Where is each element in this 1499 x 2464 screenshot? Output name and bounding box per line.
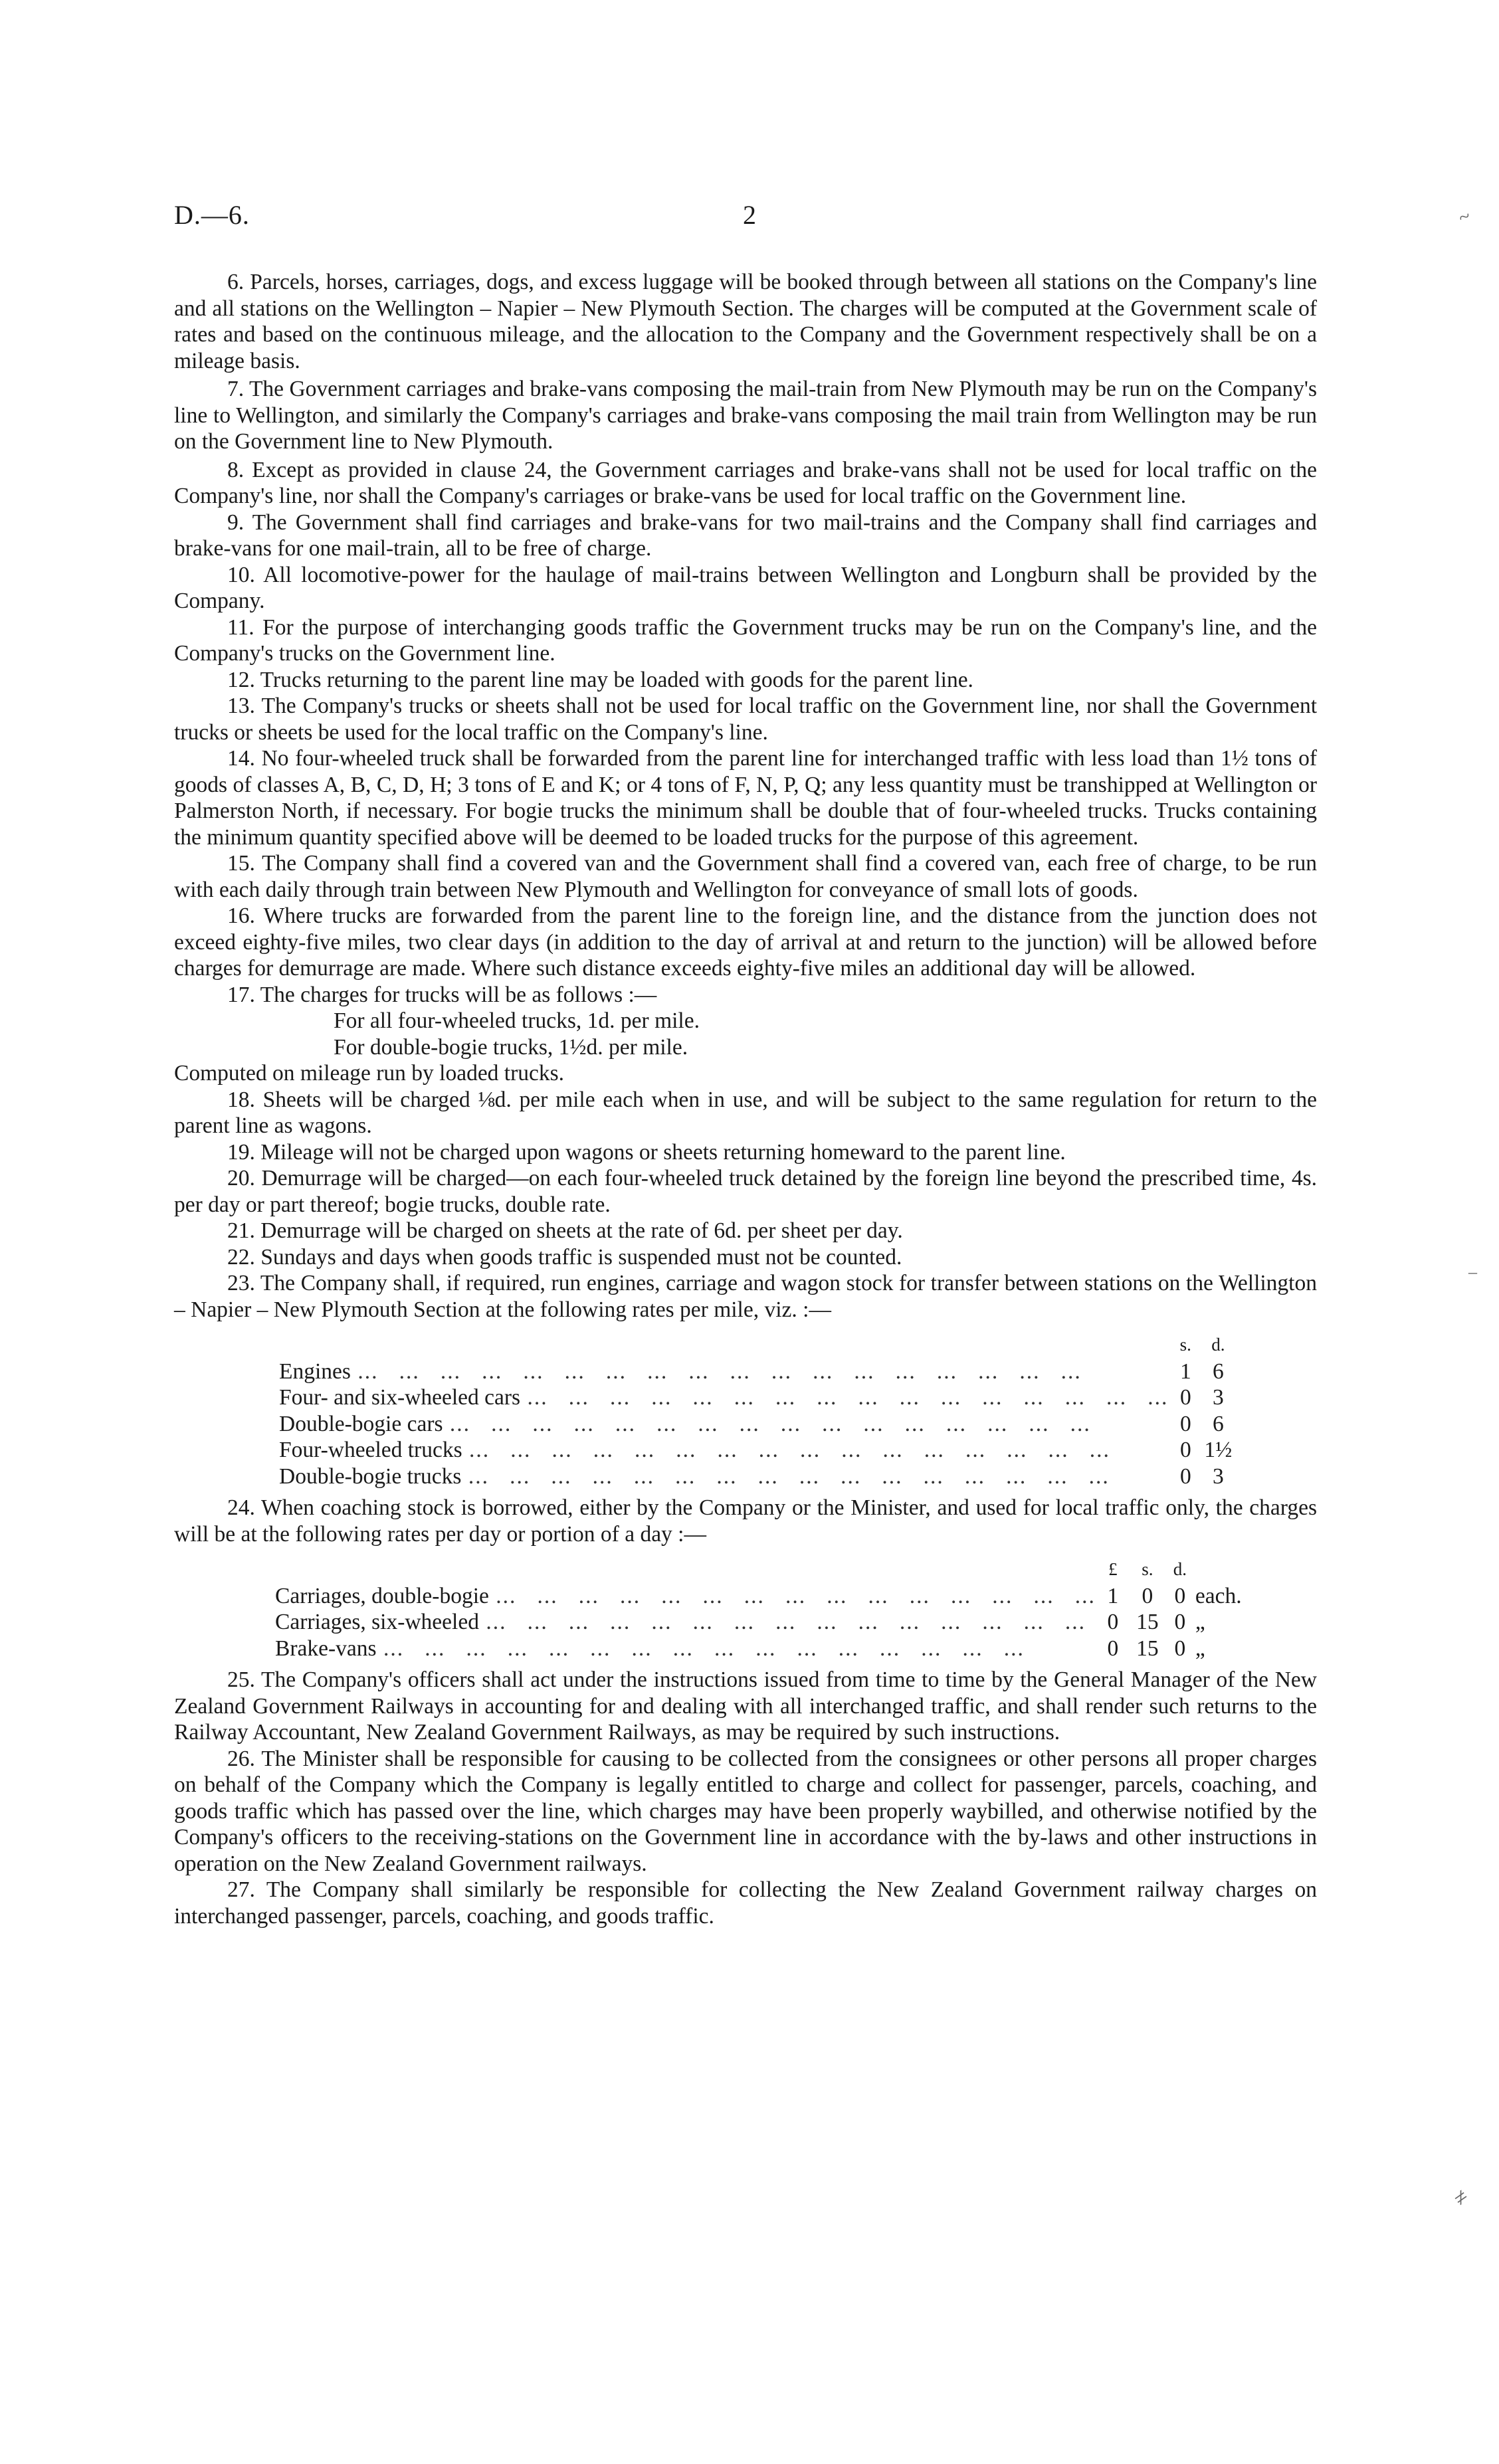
table-row: Brake-vans ... ... ... ... ... ... ... ... ... ... ... ... ... ... ... ... 0 15 0 „ xyxy=(275,1636,1242,1662)
column-header-pence: d. xyxy=(1211,1335,1225,1355)
cell-shillings: 0 xyxy=(1179,1438,1191,1462)
cell-pence: 0 xyxy=(1174,1610,1186,1634)
table-header-row xyxy=(275,1557,1242,1583)
paragraph-20: 20. Demurrage will be charged—on each four-wheeled truck detained by the foreign line beyond the prescribed time, 4s. per day or part thereof; bogie trucks, double rate. xyxy=(174,1166,1317,1217)
paragraph-9: 9. The Government shall find carriages and brake-vans for two mail-trains and the Company shall find carriages and brake-vans for one mail-train, all to be free of charge. xyxy=(174,510,1317,561)
cell-shillings: 0 xyxy=(1179,1411,1191,1436)
cell-pence: 3 xyxy=(1212,1464,1224,1489)
table-row: Engines ... ... ... ... ... ... ... ... ... ... ... ... ... ... ... ... ... ... 1 6 xyxy=(279,1359,1233,1385)
column-header-pounds: £ xyxy=(1108,1559,1118,1579)
paragraph-24: 24. When coaching stock is borrowed, either by the Company or the Minister, and used for local traffic only, the charges will be at the following rates per day or portion of a day :— xyxy=(174,1495,1317,1547)
row-label: Engines xyxy=(279,1359,351,1384)
cell-shillings: 0 xyxy=(1179,1385,1191,1410)
row-label: Double-bogie trucks xyxy=(279,1464,462,1489)
document-body xyxy=(174,269,1317,1929)
cell-pounds: 1 xyxy=(1107,1583,1119,1608)
cell-pounds: 0 xyxy=(1107,1636,1119,1661)
cell-pence: 3 xyxy=(1212,1385,1224,1410)
paragraph-7: 7. The Government carriages and brake-vans composing the mail-train from New Plymouth may be run on the Company's line to Wellington, and similarly the Company's carriages and brake-vans composing the mail train from Wellington may be run on the Government line to New Plymouth. xyxy=(174,377,1317,454)
table-header-row xyxy=(279,1332,1233,1359)
row-label: Carriages, six-wheeled xyxy=(275,1610,479,1634)
paragraph-18: 18. Sheets will be charged ⅛d. per mile each when in use, and will be subject to the same regulation for return to the parent line as wagons. xyxy=(174,1087,1317,1138)
table-row: Double-bogie cars ... ... ... ... ... ... ... ... ... ... ... ... ... ... ... ... 0 6 xyxy=(279,1411,1233,1438)
stock-rates-table xyxy=(279,1332,1233,1489)
row-label: Four- and six-wheeled cars xyxy=(279,1385,521,1410)
paragraph-21: 21. Demurrage will be charged on sheets at the rate of 6d. per sheet per day. xyxy=(227,1218,903,1243)
paragraph-27: 27. The Company shall similarly be responsible for collecting the New Zealand Government railway charges on interchanged passenger, parcels, coaching, and goods traffic. xyxy=(174,1877,1317,1929)
truck-rate-list xyxy=(174,1008,1317,1060)
computed-note: Computed on mileage run by loaded trucks. xyxy=(174,1061,565,1086)
table-row: Four-wheeled trucks ... ... ... ... ... ... ... ... ... ... ... ... ... ... ... ... 0 1½ xyxy=(279,1437,1233,1464)
paragraph-26: 26. The Minister shall be responsible for causing to be collected from the consignees or other persons all proper charges on behalf of the Company which the Company is legally entitled to charge and collect for passenger, parcels, coaching, and goods traffic which has passed over the line, which charges may have been properly waybilled, and otherwise notified by the Company's officers to the receiving-stations on the Government line in accordance with the by-laws and other instructions in operation on the New Zealand Government railways. xyxy=(174,1746,1317,1876)
cell-pence: 1½ xyxy=(1204,1438,1233,1462)
row-label: Double-bogie cars xyxy=(279,1411,443,1436)
paragraph-15: 15. The Company shall find a covered van and the Government shall find a covered van, each free of charge, to be run with each daily through train between New Plymouth and Wellington for conveyance of small lots of goods. xyxy=(174,851,1317,902)
page-number: 2 xyxy=(743,200,756,230)
paragraph-19: 19. Mileage will not be charged upon wagons or sheets returning homeward to the parent line. xyxy=(227,1139,1066,1165)
margin-mark: ≠ xyxy=(1449,2184,1474,2212)
document-reference: D.—6. xyxy=(174,200,250,230)
paragraph-16: 16. Where trucks are forwarded from the parent line to the foreign line, and the distance from the junction does not exceed eighty-five miles, two clear days (in addition to the day of arrival at and return to the junction) will be allowed before charges for demurrage are made. Where such distance exceeds eighty-five miles an additional day will be allowed. xyxy=(174,903,1317,981)
paragraph-25: 25. The Company's officers shall act under the instructions issued from time to time by the General Manager of the New Zealand Government Railways in accounting for and dealing with all interchanged traffic, and shall render such returns to the Railway Accountant, New Zealand Government Railways, as may be required by such instructions. xyxy=(174,1667,1317,1745)
cell-shillings: 15 xyxy=(1136,1610,1159,1634)
cell-shillings: 0 xyxy=(1142,1583,1153,1608)
cell-shillings: 1 xyxy=(1179,1359,1191,1384)
paragraph-13: 13. The Company's trucks or sheets shall not be used for local traffic on the Government line, nor shall the Government trucks or sheets be used for the local traffic on the Company's line. xyxy=(174,694,1317,745)
truck-rate-four-wheeled: For all four-wheeled trucks, 1d. per mile. xyxy=(334,1008,700,1033)
cell-suffix: „ xyxy=(1195,1610,1205,1634)
paragraph-11: 11. For the purpose of interchanging goods traffic the Government trucks may be run on the Company's line, and the Company's trucks on the Government line. xyxy=(174,615,1317,666)
table-row: Carriages, six-wheeled ... ... ... ... ... ... ... ... ... ... ... ... ... ... ... 0 15 0 „ xyxy=(275,1609,1242,1636)
row-label: Brake-vans xyxy=(275,1636,377,1661)
margin-mark: – xyxy=(1468,1262,1477,1281)
margin-mark: ~ xyxy=(1455,205,1474,229)
truck-rate-double-bogie: For double-bogie trucks, 1½d. per mile. xyxy=(334,1034,688,1060)
cell-shillings: 0 xyxy=(1179,1464,1191,1489)
row-label: Four-wheeled trucks xyxy=(279,1438,462,1462)
page-header xyxy=(174,199,1325,239)
cell-pence: 0 xyxy=(1174,1636,1186,1661)
cell-shillings: 15 xyxy=(1136,1636,1159,1661)
table-row: Double-bogie trucks ... ... ... ... ... ... ... ... ... ... ... ... ... ... ... ... 0 3 xyxy=(279,1464,1233,1490)
column-header-shillings: s. xyxy=(1179,1335,1191,1355)
cell-pence: 6 xyxy=(1212,1359,1224,1384)
paragraph-17: 17. The charges for trucks will be as follows :— xyxy=(227,982,657,1007)
paragraph-14: 14. No four-wheeled truck shall be forwarded from the parent line for interchanged traffic with less load than 1½ tons of goods of classes A, B, C, D, H; 3 tons of E and K; or 4 tons of F, N, P, Q; any less quantity must be transhipped at Wellington or Palmerston North, if necessary. For bogie trucks the minimum shall be double that of four-wheeled trucks. Trucks containing the minimum quantity specified above will be deemed to be loaded trucks for the purpose of this agreement. xyxy=(174,746,1317,850)
cell-pence: 6 xyxy=(1212,1411,1224,1436)
paragraph-22: 22. Sundays and days when goods traffic is suspended must not be counted. xyxy=(227,1244,902,1270)
row-label: Carriages, double-bogie xyxy=(275,1583,489,1608)
table-row: Carriages, double-bogie ... ... ... ... ... ... ... ... ... ... ... ... ... ... ... 1 0 0 each. xyxy=(275,1583,1242,1608)
cell-suffix: „ xyxy=(1195,1636,1205,1661)
paragraph-10: 10. All locomotive-power for the haulage of mail-trains between Wellington and Longburn shall be provided by the Company. xyxy=(174,562,1317,613)
paragraph-8: 8. Except as provided in clause 24, the Government carriages and brake-vans shall not be used for local traffic on the Company's line, nor shall the Company's carriages or brake-vans be used for local traffic on the Government line. xyxy=(174,457,1317,508)
cell-pounds: 0 xyxy=(1107,1610,1119,1634)
paragraph-23: 23. The Company shall, if required, run engines, carriage and wagon stock for transfer between stations on the Wellington – Napier – New Plymouth Section at the following rates per mile, viz. :— xyxy=(174,1271,1317,1322)
paragraph-12: 12. Trucks returning to the parent line may be loaded with goods for the parent line. xyxy=(227,667,973,692)
column-header-pence: d. xyxy=(1173,1559,1187,1579)
table-row: Four- and six-wheeled cars ... ... ... ... ... ... ... ... ... ... ... ... ... ... ... ... 0 3 xyxy=(279,1384,1233,1411)
cell-suffix: each. xyxy=(1195,1583,1242,1608)
cell-pence: 0 xyxy=(1174,1583,1186,1608)
column-header-shillings: s. xyxy=(1142,1559,1153,1579)
coaching-rates-table xyxy=(275,1557,1242,1661)
paragraph-6: 6. Parcels, horses, carriages, dogs, and excess luggage will be booked through between all stations on the Company's line and all stations on the Wellington – Napier – New Plymouth Section. The charges will be computed at the Government scale of rates and based on the continuous mileage, and the allocation to the Company and the Government respectively shall be on a mileage basis. xyxy=(174,270,1317,373)
